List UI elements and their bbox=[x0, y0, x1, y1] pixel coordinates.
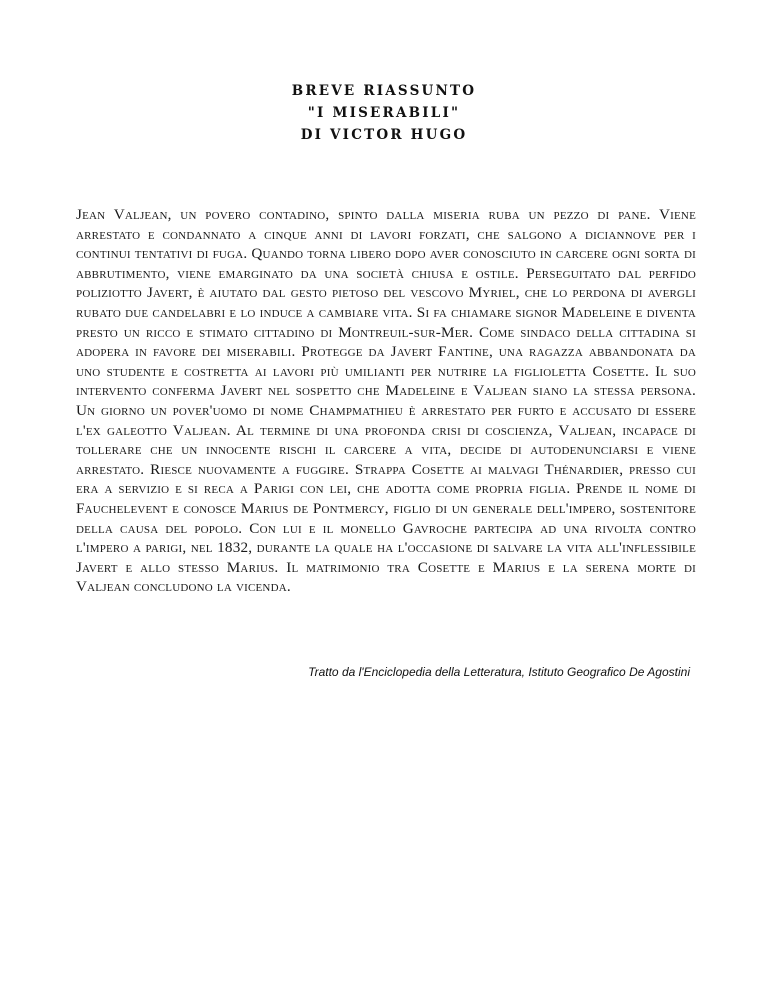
title-line-author: DI VICTOR HUGO bbox=[300, 127, 468, 143]
document-title bbox=[0, 80, 768, 146]
title-line-book-name: "I MISERABILI" bbox=[307, 105, 461, 121]
summary-paragraph: Jean Valjean, un povero contadino, spinto dalla miseria ruba un pezzo di pane. Viene arrestato e condannato a cinque anni di lavori forzati, che salgono a diciannove per i continui tentativi di fuga. Quando torna libero dopo aver conosciuto in carcere ogni sorta di abbrutimento, viene emarginato da una società chiusa e ostile. Perseguitato dal perfido poliziotto Javert, è aiutato dal gesto pietoso del vescovo Myriel, che lo perdona di avergli rubato due candelabri e lo induce a cambiare vita. Si fa chiamare signor Madeleine e diventa presto un ricco e stimato cittadino di Montreuil-sur-Mer. Come sindaco della cittadina si adopera in favore dei miserabili. Protegge da Javert Fantine, una ragazza abbandonata da uno studente e costretta ai lavori più umilianti per nutrire la figlioletta Cosette. Il suo intervento conferma Javert nel sospetto che Madeleine e Valjean siano la stessa persona. Un giorno un pover'uomo di nome Champmathieu è arrestato per furto e accusato di essere l'ex galeotto Valjean. Al termine di una profonda crisi di coscienza, Valjean, incapace di tollerare che un innocente rischi il carcere a vita, decide di autodenunciarsi e viene arrestato. Riesce nuovamente a fuggire. Strappa Cosette ai malvagi Thénardier, presso cui era a servizio e si reca a Parigi con lei, che adotta come propria figlia. Prende il nome di Fauchelevent e conosce Marius de Pontmercy, figlio di un generale dell'impero, sostenitore della causa del popolo. Con lui e il monello Gavroche partecipa ad una rivolta contro l'impero a parigi, nel 1832, durante la quale ha l'occasione di salvare la vita all'inflessibile Javert e allo stesso Marius. Il matrimonio tra Cosette e Marius e la serena morte di Valjean concludono la vicenda. bbox=[76, 206, 696, 596]
title-line-breve-riassunto: BREVE RIASSUNTO bbox=[291, 83, 477, 99]
source-citation: Tratto da l'Enciclopedia della Letteratura, Istituto Geografico De Agostini bbox=[308, 665, 690, 679]
